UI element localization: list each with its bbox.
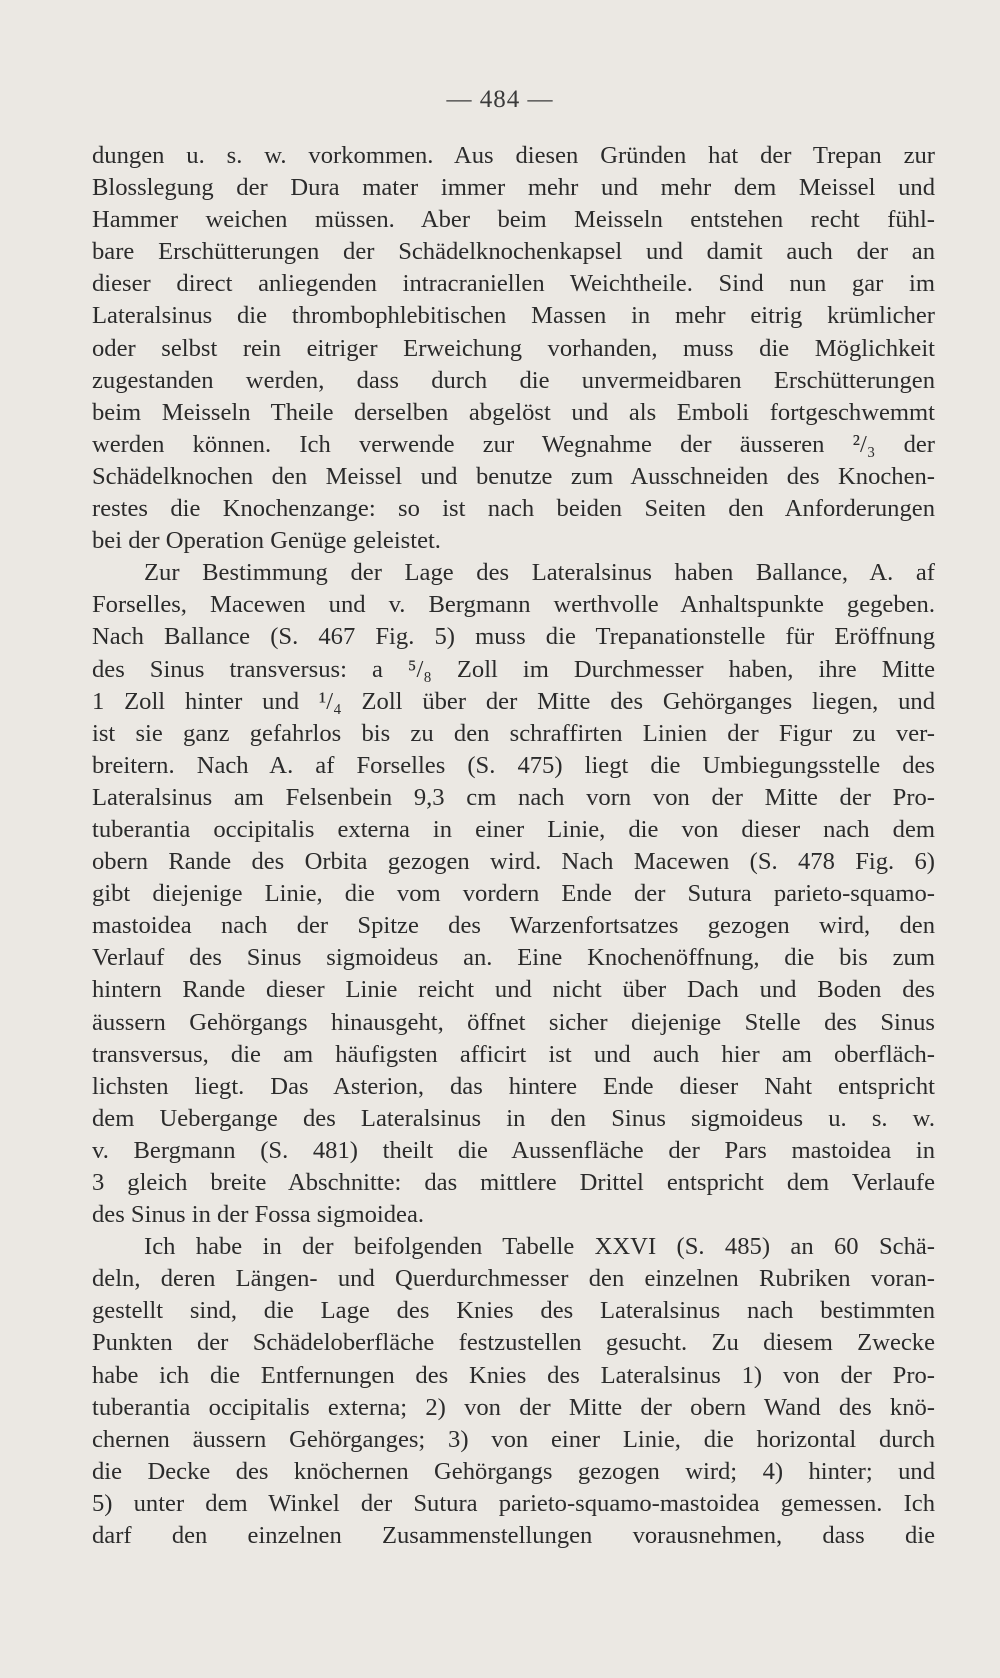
text-line: Punkten der Schädeloberfläche festzustellen gesucht. Zu diesem Zwecke: [92, 1329, 935, 1357]
body-text: [92, 140, 935, 1552]
text-line: 1 Zoll hinter und ¹/₄ Zoll über der Mitte des Gehörganges liegen, und: [92, 687, 935, 715]
text-line: gestellt sind, die Lage des Knies des Lateralsinus nach bestimmten: [92, 1297, 935, 1325]
text-line: habe ich die Entfernungen des Knies des Lateralsinus 1) von der Pro-: [92, 1361, 935, 1389]
text-line: restes die Knochenzange: so ist nach beiden Seiten den Anforderungen: [92, 495, 935, 523]
text-line: Forselles, Macewen und v. Bergmann werthvolle Anhaltspunkte gegeben.: [92, 591, 935, 619]
text-line: mastoidea nach der Spitze des Warzenfortsatzes gezogen wird, den: [92, 912, 935, 940]
text-line: Schädelknochen den Meissel und benutze zum Ausschneiden des Knochen-: [92, 462, 935, 490]
text-line: Lateralsinus am Felsenbein 9,3 cm nach vorn von der Mitte der Pro-: [92, 783, 935, 811]
text-line: obern Rande des Orbita gezogen wird. Nach Macewen (S. 478 Fig. 6): [92, 848, 935, 876]
text-line: tuberantia occipitalis externa in einer Linie, die von dieser nach dem: [92, 815, 935, 843]
text-line: hintern Rande dieser Linie reicht und nicht über Dach und Boden des: [92, 976, 935, 1004]
text-line: Hammer weichen müssen. Aber beim Meisseln entstehen recht fühl-: [92, 206, 935, 234]
text-line: bei der Operation Genüge geleistet.: [92, 527, 441, 555]
text-line: dem Uebergange des Lateralsinus in den Sinus sigmoideus u. s. w.: [92, 1104, 935, 1132]
text-line: 5) unter dem Winkel der Sutura parieto-squamo-mastoidea gemessen. Ich: [92, 1489, 935, 1517]
text-line: chernen äussern Gehörganges; 3) von einer Linie, die horizontal durch: [92, 1425, 935, 1453]
page-number: — 484 —: [446, 86, 554, 113]
text-line: 3 gleich breite Abschnitte: das mittlere Drittel entspricht dem Verlaufe: [92, 1169, 935, 1196]
text-line: transversus, die am häufigsten afficirt ist und auch hier am oberfläch-: [92, 1040, 935, 1068]
text-line: Lateralsinus die thrombophlebitischen Massen in mehr eitrig krümlicher: [92, 302, 935, 330]
text-line: deln, deren Längen- und Querdurchmesser den einzelnen Rubriken voran-: [92, 1265, 935, 1293]
text-line: Blosslegung der Dura mater immer mehr und mehr dem Meissel und: [92, 174, 935, 202]
text-line: tuberantia occipitalis externa; 2) von der Mitte der obern Wand des knö-: [92, 1393, 935, 1421]
text-line: v. Bergmann (S. 481) theilt die Aussenfläche der Pars mastoidea in: [92, 1136, 935, 1164]
text-line: Nach Ballance (S. 467 Fig. 5) muss die Trepanationstelle für Eröffnung: [92, 623, 935, 651]
text-line: Ich habe in der beifolgenden Tabelle XXVI (S. 485) an 60 Schä-: [144, 1233, 935, 1261]
text-line: Zur Bestimmung der Lage des Lateralsinus haben Ballance, A. af: [144, 559, 935, 587]
text-line: lichsten liegt. Das Asterion, das hintere Ende dieser Naht entspricht: [92, 1072, 935, 1100]
text-line: dungen u. s. w. vorkommen. Aus diesen Gründen hat der Trepan zur: [92, 142, 935, 169]
text-line: Verlauf des Sinus sigmoideus an. Eine Knochenöffnung, die bis zum: [92, 944, 935, 972]
text-line: dieser direct anliegenden intracraniellen Weichtheile. Sind nun gar im: [92, 270, 935, 298]
text-line: des Sinus in der Fossa sigmoidea.: [92, 1201, 425, 1229]
text-line: des Sinus transversus: a ⁵/₈ Zoll im Durchmesser haben, ihre Mitte: [92, 655, 935, 683]
text-line: gibt diejenige Linie, die vom vordern Ende der Sutura parieto-squamo-: [92, 880, 935, 908]
text-line: beim Meisseln Theile derselben abgelöst und als Emboli fortgeschwemmt: [92, 398, 935, 426]
text-line: zugestanden werden, dass durch die unvermeidbaren Erschütterungen: [92, 366, 935, 394]
text-line: bare Erschütterungen der Schädelknochenkapsel und damit auch der an: [92, 238, 935, 266]
text-line: ist sie ganz gefahrlos bis zu den schraffirten Linien der Figur zu ver-: [92, 719, 935, 747]
text-line: äussern Gehörgangs hinausgeht, öffnet sicher diejenige Stelle des Sinus: [92, 1008, 935, 1036]
text-line: werden können. Ich verwende zur Wegnahme der äusseren ²/₃ der: [92, 430, 935, 458]
text-line: breitern. Nach A. af Forselles (S. 475) liegt die Umbiegungsstelle des: [92, 751, 935, 779]
text-line: darf den einzelnen Zusammenstellungen vorausnehmen, dass die: [92, 1522, 935, 1550]
text-line: die Decke des knöchernen Gehörgangs gezogen wird; 4) hinter; und: [92, 1457, 935, 1485]
text-line: oder selbst rein eitriger Erweichung vorhanden, muss die Möglichkeit: [92, 334, 935, 362]
